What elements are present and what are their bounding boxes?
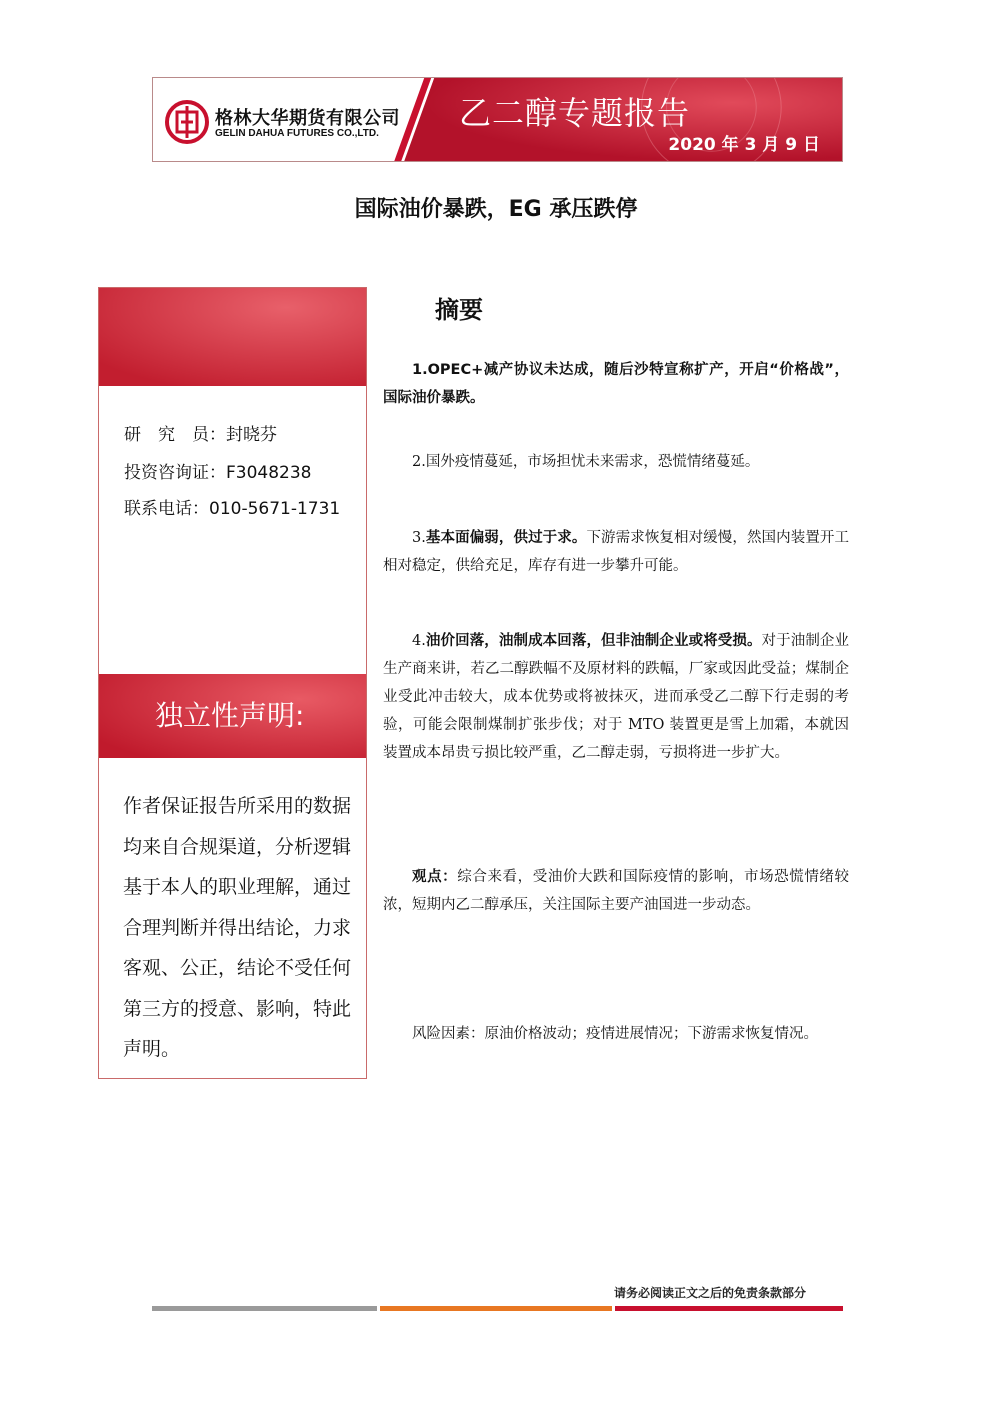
abstract-view xyxy=(383,863,849,919)
abstract-point-1-text: 1.OPEC+减产协议未达成，随后沙特宣称扩产，开启“价格战”，国际油价暴跌。 xyxy=(383,362,849,406)
analyst-phone: 联系电话：010-5671-1731 xyxy=(124,499,341,519)
report-type-title: 乙二醇专题报告 xyxy=(459,94,691,132)
footer-color-bars xyxy=(152,1306,843,1312)
abstract-point-4 xyxy=(383,627,849,767)
abstract-point-3-text: 下游需求恢复相对缓慢，然国内装置开工相对稳定，供给充足，库存有进一步攀升可能。 xyxy=(383,530,850,574)
abstract-view-text: 综合来看，受油价大跌和国际疫情的影响，市场恐慌情绪较浓，短期内乙二醇承压，关注国际主要产油国进一步动态。 xyxy=(383,869,850,913)
abstract-title: 摘要 xyxy=(435,296,483,324)
page-title: 国际油价暴跌，EG 承压跌停 xyxy=(354,197,638,222)
abstract-point-4-bold: 油价回落，油制成本回落，但非油制企业或将受损。 xyxy=(425,633,762,649)
abstract-point-3 xyxy=(383,524,849,580)
company-logo-icon xyxy=(165,100,209,144)
report-date: 2020 年 3 月 9 日 xyxy=(668,135,820,155)
declaration-text: 作者保证报告所采用的数据均来自合规渠道，分析逻辑基于本人的职业理解，通过合理判断并得出结论，力求客观、公正，结论不受任何第三方的授意、影响，特此声明。 xyxy=(123,795,352,1060)
analyst-name: 研 究 员：封晓芬 xyxy=(124,425,277,445)
analyst-license: 投资咨询证：F3048238 xyxy=(124,463,312,483)
company-name-en: GELIN DAHUA FUTURES CO.,LTD. xyxy=(215,128,379,139)
abstract-point-3-bold: 基本面偏弱，供过于求。 xyxy=(425,530,587,546)
company-name-cn: 格林大华期货有限公司 xyxy=(215,108,400,129)
abstract-point-1 xyxy=(383,356,849,412)
abstract-point-4-text: 对于油制企业生产商来讲，若乙二醇跌幅不及原材料的跌幅，厂家或因此受益；煤制企业受此冲击较大，成本优势或将被抹灭，进而承受乙二醇下行走弱的考验，可能会限制煤制扩张步伐；对于 MTO 装置更是雪上加霜，本就因装置成本昂贵亏损比较严重，乙二醇走弱，亏损将进一步扩大。 xyxy=(383,633,850,761)
abstract-risk: 风险因素：原油价格波动；疫情进展情况；下游需求恢复情况。 xyxy=(412,1026,818,1042)
disclaimer-note: 请务必阅读正文之后的免责条款部分 xyxy=(614,1286,807,1300)
report-header xyxy=(152,77,843,162)
abstract-point-4-number: 4. xyxy=(412,633,426,649)
sidebar-top-band xyxy=(99,288,366,386)
analyst-sidebar xyxy=(98,287,367,1079)
declaration-title: 独立性声明: xyxy=(155,699,305,732)
abstract-point-2: 2.国外疫情蔓延，市场担忧未来需求，恐慌情绪蔓延。 xyxy=(412,454,760,470)
abstract-view-label: 观点： xyxy=(412,869,458,885)
abstract-point-3-number: 3. xyxy=(412,530,426,546)
